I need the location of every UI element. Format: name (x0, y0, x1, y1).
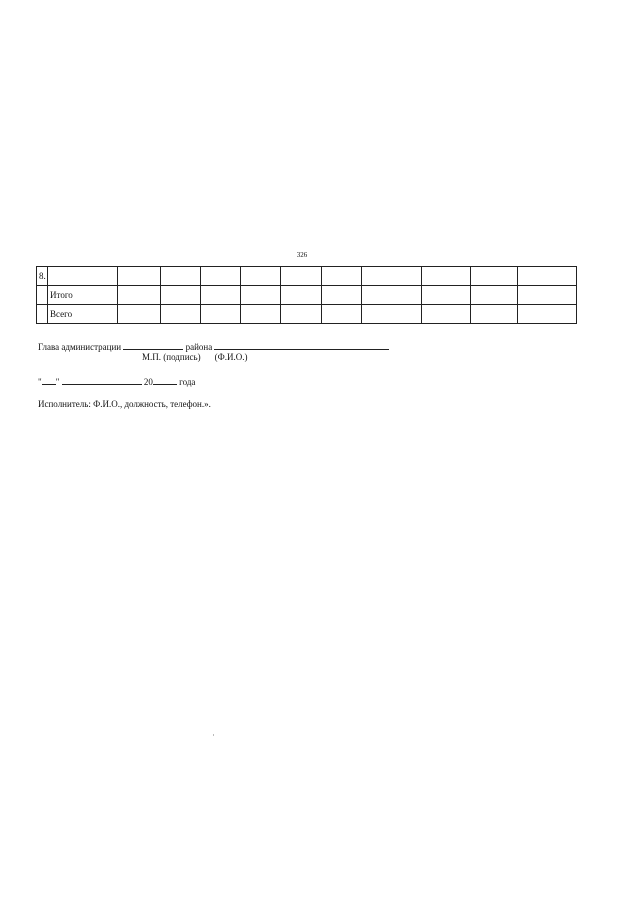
table-cell (322, 267, 362, 286)
fio-caption: (Ф.И.О.) (214, 352, 248, 362)
row-number-cell: 8. (37, 267, 48, 286)
table-cell (161, 286, 201, 305)
table-cell (422, 267, 471, 286)
head-label: Глава администрации (38, 342, 122, 352)
table-cell (201, 286, 241, 305)
table-row (37, 305, 577, 324)
page-number: 326 (296, 251, 308, 259)
table-row (37, 267, 577, 286)
year-blank (153, 376, 177, 385)
row-number-cell (37, 286, 48, 305)
day-blank (42, 376, 56, 385)
table-cell (471, 305, 518, 324)
table-cell (281, 305, 322, 324)
table-cell (322, 286, 362, 305)
open-quote: " (38, 377, 42, 387)
table-cell (362, 267, 422, 286)
table-cell (241, 305, 281, 324)
table-cell (362, 305, 422, 324)
table-cell (241, 286, 281, 305)
district-label: района (185, 342, 213, 352)
stamp-caption: М.П. (подпись) (142, 352, 201, 362)
signature-blank (123, 341, 183, 350)
table-cell (161, 267, 201, 286)
table-cell (518, 305, 577, 324)
table-cell (161, 305, 201, 324)
table-cell (422, 286, 471, 305)
table-cell (281, 267, 322, 286)
row-name-cell: Всего (48, 305, 118, 324)
signature-captions (142, 352, 247, 363)
year-prefix: 20 (143, 377, 153, 387)
close-quote: " (55, 377, 60, 387)
table-cell (118, 267, 161, 286)
table-cell (518, 286, 577, 305)
fio-blank (214, 341, 389, 350)
scan-speck (213, 734, 214, 736)
table-cell (118, 286, 161, 305)
table-cell (322, 305, 362, 324)
row-name-cell: Итого (48, 286, 118, 305)
table-cell (518, 267, 577, 286)
table-cell (471, 267, 518, 286)
month-blank (62, 376, 142, 385)
table-cell (471, 286, 518, 305)
table-cell (422, 305, 471, 324)
row-number-cell (37, 305, 48, 324)
report-table (36, 266, 577, 324)
row-name-cell (48, 267, 118, 286)
year-suffix: года (179, 377, 196, 387)
executor-line: Исполнитель: Ф.И.О., должность, телефон.». (38, 399, 211, 409)
table-cell (241, 267, 281, 286)
table-cell (201, 267, 241, 286)
table-cell (118, 305, 161, 324)
table-cell (281, 286, 322, 305)
table-cell (362, 286, 422, 305)
table-row (37, 286, 577, 305)
table-cell (201, 305, 241, 324)
date-line (38, 376, 195, 388)
